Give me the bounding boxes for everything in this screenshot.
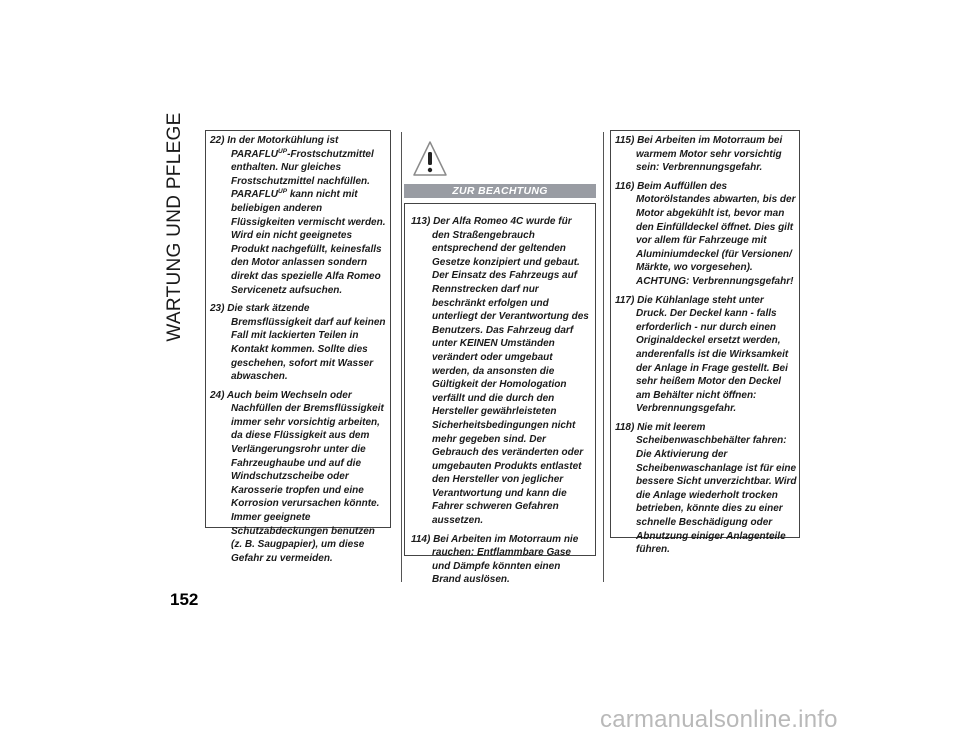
note-115 <box>615 134 797 175</box>
notes-box-middle <box>404 203 596 586</box>
note-number: 23) <box>210 303 225 315</box>
column-divider-right <box>603 132 604 582</box>
note-text: Nie mit leerem Scheibenwaschbehälter fahren: Die Aktivierung der Scheibenwaschanlage ist für eine bessere Sicht unverzichtbar. Wird die Anlage wiederholt trocken betrieben, könnte dies zu einer schnelle Beschädigung oder Abnutzung einiger Anlagenteile führen. <box>636 421 797 556</box>
column-divider-left <box>401 132 402 582</box>
page-number: 152 <box>170 590 199 609</box>
note-118 <box>615 421 797 557</box>
note-text-part: -Frostschutzmittel enthalten. Nur gleiches Frostschutzmittel nachfüllen. PARAFLU <box>231 148 374 201</box>
note-23 <box>210 302 386 384</box>
note-text-part: In der Motorkühlung ist PARAFLU <box>227 135 339 160</box>
note-number: 117) <box>615 294 635 306</box>
note-number: 116) <box>615 180 635 192</box>
note-text: Die stark ätzende Bremsflüssigkeit darf auf keinen Fall mit lackierten Teilen in Kontakt kommen. Sollte dies geschehen, sofort mit Wasser abwaschen. <box>227 303 386 383</box>
note-number: 22) <box>210 135 225 146</box>
note-number: 113) <box>411 216 431 227</box>
note-24 <box>210 389 386 566</box>
note-number: 114) <box>411 533 431 545</box>
note-number: 118) <box>615 421 635 433</box>
note-22 <box>210 134 386 297</box>
note-text: Der Alfa Romeo 4C wurde für den Straßengebrauch entsprechend der geltenden Gesetze konzipiert und gebaut. Der Einsatz des Fahrzeugs auf Rennstrecken darf nur beschränkt erfolgen und unterliegt der Verantwortung des Benutzers. Das Fahrzeug darf unter KEINEN Umständen verändert oder umgebaut werden, da ansonsten die Gültigkeit der Homologation verfällt und die durch den Hersteller gewährleisteten Sicherheitsbedingungen nicht mehr gegeben sind. Der Gebrauch des veränderten oder umgebauten Produkts entlastet den Hersteller von jeglicher Verantwortung und kann die Fahrer schweren Gefahren aussetzen. <box>432 216 589 527</box>
note-text: Bei Arbeiten im Motorraum nie rauchen: Entflammbare Gase und Dämpfe könnten einen Brand auslösen. <box>432 533 579 586</box>
warning-header: ZUR BEACHTUNG <box>404 184 596 198</box>
warning-triangle-icon <box>412 140 448 178</box>
superscript: UP <box>278 188 288 196</box>
note-117 <box>615 294 797 416</box>
note-text: Auch beim Wechseln oder Nachfüllen der Bremsflüssigkeit immer sehr vorsichtig arbeiten, da diese Flüssigkeit aus dem Verlängerungsrohr unter die Fahrzeughaube und auf die Windschutzscheibe oder Karosserie tropfen und eine Korrosion verursachen könnte. Immer geeignete Schutzabdeckungen benutzen (z. B. Saugpapier), um diese Gefahr zu vermeiden. <box>226 389 384 564</box>
note-text-part: kann nicht mit beliebigen anderen Flüssigkeiten vermischt werden. Wird ein nicht geeignetes Produkt nachgefüllt, keinesfalls den Motor anlassen sondern direkt das spezielle Alfa Romeo Servicenetz aufsuchen. <box>231 189 386 296</box>
section-title <box>158 112 192 342</box>
note-number: 115) <box>615 135 635 146</box>
note-text: Die Kühlanlage steht unter Druck. Der Deckel kann - falls erforderlich - nur durch einen Originaldeckel ersetzt werden, anderenfalls ist die Wirksamkeit der Anlage in Frage gestellt. Bei sehr heißem Motor den Deckel am Behälter nicht öffnen: Verbrennungsgefahr. <box>636 294 789 415</box>
note-number: 24) <box>210 389 225 401</box>
section-title-text: WARTUNG UND PFLEGE <box>164 112 185 342</box>
notes-box-left <box>205 130 391 564</box>
note-116 <box>615 180 797 289</box>
note-114 <box>411 533 591 587</box>
notes-box-right <box>610 130 800 556</box>
watermark: carmanualsonline.info <box>600 706 838 733</box>
note-113 <box>411 215 591 528</box>
note-text: Bei Arbeiten im Motorraum bei warmem Motor sehr vorsichtig sein: Verbrennungsgefahr. <box>636 135 783 174</box>
superscript: UP <box>278 147 288 155</box>
note-text: Beim Auffüllen des Motorölstandes abwarten, bis der Motor abgekühlt ist, bevor man den Einfülldeckel öffnet. Dies gilt vor allem für Fahrzeuge mit Aluminiumdeckel (für Versionen/ Märkte, wo vorgesehen). ACHTUNG: Verbrennungsgefahr! <box>636 180 796 287</box>
